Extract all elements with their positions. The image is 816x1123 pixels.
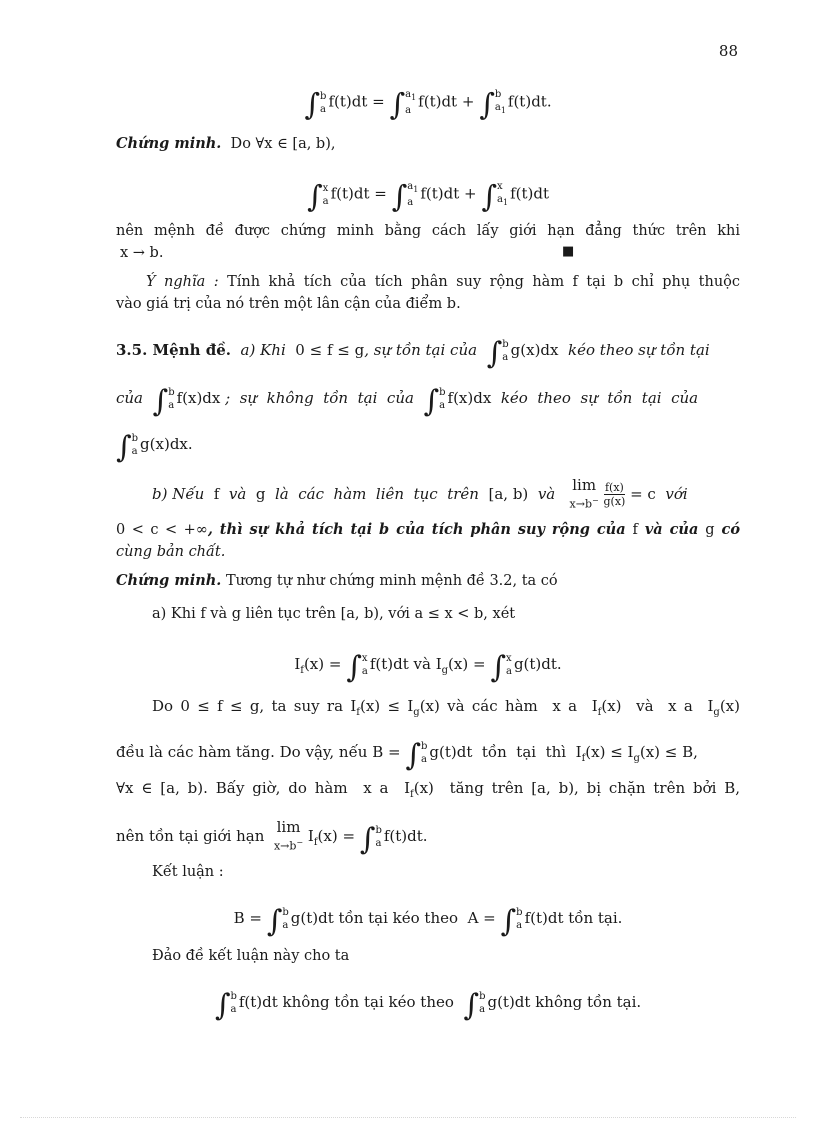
- meaning-text: Tính khả tích của tích phân suy rộng hàm f tại b chỉ phụ thuộc: [227, 274, 741, 290]
- equation-1: ∫ b a f(t)dt = ∫ $a_1$ a f(t)dt + ∫ b $a_1$ f(t)dt.: [304, 87, 552, 123]
- proposition-a-line-2: của ∫ b a f(x)dx ; sự không tồn tại của ∫ b a f(x)dx kéo theo sự tồn tại của: [116, 384, 699, 419]
- proof-1-line-1: nên mệnh đề được chứng minh bằng cách lấy giới hạn đẳng thức trên khi: [116, 223, 740, 239]
- proof-2-text: Tương tự như chứng minh mệnh đề 3.2, ta có: [225, 573, 558, 589]
- meaning-label: Ý nghĩa :: [146, 274, 219, 290]
- conclusion-label: Kết luận :: [152, 864, 224, 880]
- proof-2-a: a) Khi f và g liên tục trên [a, b), với a ≤ x < b, xét: [152, 606, 516, 622]
- equation-2: ∫ x a f(t)dt = ∫ $a_1$ a f(t)dt + ∫ x $a_1$ f(t)dt: [307, 179, 549, 215]
- proof-1-line-2: x → b.: [120, 245, 164, 261]
- proposition-b-line-1: b) Nếu f và g là các hàm liên tục trên [a, b) và lim x→b− $\frac{f(x)}{g(x)}$ = c với: [152, 476, 688, 511]
- conclusion-equation: B = ∫ b a g(t)dt tồn tại kéo theo A = ∫ b a f(t)dt tồn tại.: [233, 904, 623, 939]
- meaning-line-1: [146, 272, 740, 292]
- proposition-a-line-3: ∫ b a g(x)dx.: [116, 430, 193, 465]
- increasing-line: đều là các hàm tăng. Do vậy, nếu B = ∫ b a g(t)dt tồn tại thì $I_f(x) \le I_g(x) \le B$,: [116, 738, 698, 773]
- proposition-a-line-1: 3.5. Mệnh đề. a) Khi 0 ≤ f ≤ g, sự tồn tại của ∫ b a g(x)dx kéo theo sự tồn tại: [116, 336, 710, 371]
- qed-mark: ■: [562, 244, 575, 259]
- forall-line: ∀x ∈ [a, b). Bấy giờ, do hàm x a $I_f(x)$ tăng trên [a, b), bị chặn trên bởi B,: [116, 779, 740, 800]
- proof-text: Do ∀x ∈ [a, b),: [225, 136, 336, 152]
- proposition-b-line-3: cùng bản chất.: [116, 544, 226, 560]
- meaning-line-2: vào giá trị của nó trên một lân cận của điểm b.: [116, 296, 461, 312]
- final-equation: ∫ b a f(t)dt không tồn tại kéo theo ∫ b a g(t)dt không tồn tại.: [214, 988, 642, 1023]
- reverse-line: Đảo đề kết luận này cho ta: [152, 948, 350, 964]
- proof-label: Chứng minh.: [116, 135, 222, 152]
- limit-line: nên tồn tại giới hạn lim x→b− $I_f(x)$ = ∫ b a f(t)dt.: [116, 818, 428, 857]
- equation-3: $I_f(x)$ = ∫ x a f(t)dt và $I_g(x)$ = ∫ x a g(t)dt.: [294, 650, 562, 685]
- proof-2-label: Chứng minh.: [116, 572, 222, 589]
- proof-2-intro: [116, 571, 740, 591]
- footer-rule: [20, 1117, 796, 1118]
- page-number: 88: [718, 42, 738, 60]
- do-line: Do 0 ≤ f ≤ g, ta suy ra $I_f(x) \le I_g(x)$ và các hàm x a $I_f(x)$ và x a $I_g(x)$: [152, 697, 740, 718]
- proposition-label: 3.5. Mệnh đề.: [116, 341, 231, 359]
- proposition-b-line-2: 0 < c < +∞, thì sự khả tích tại b của tích phân suy rộng của f và của g có: [116, 521, 741, 538]
- proof-1-intro: [116, 134, 740, 154]
